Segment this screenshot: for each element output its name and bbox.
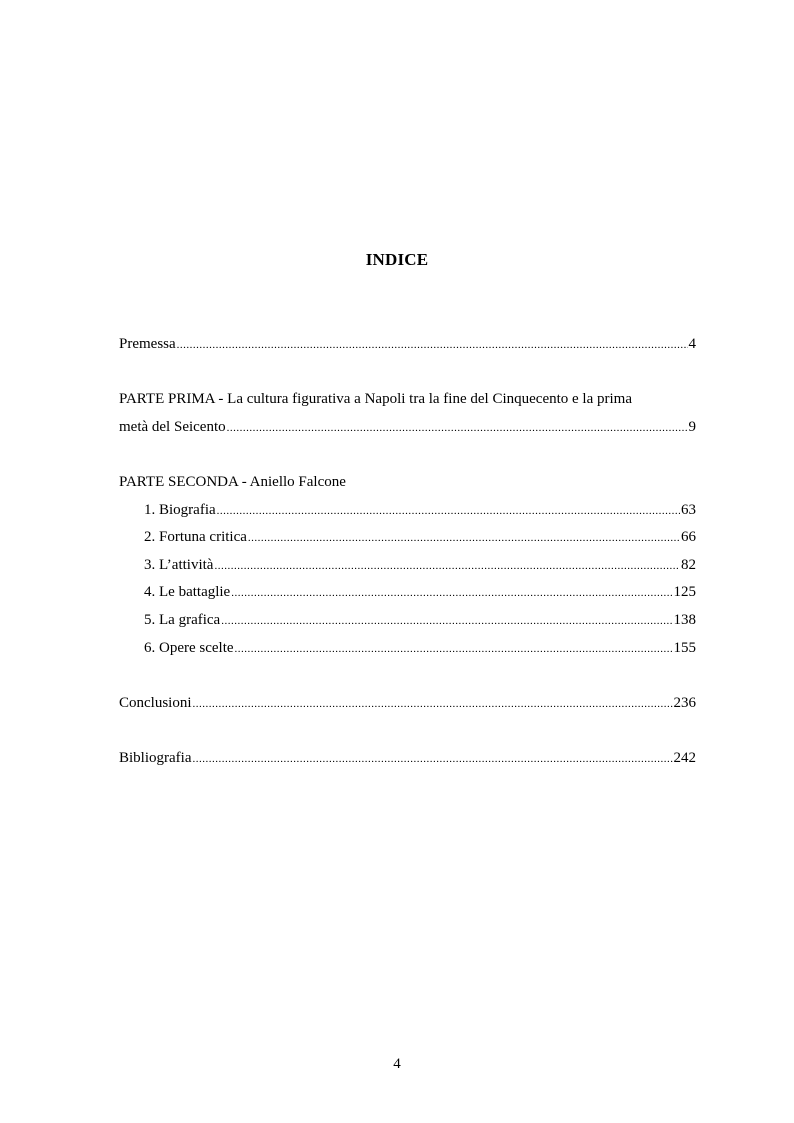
toc-entry-fortuna-critica[interactable] [144,529,696,549]
toc-entry-label: 5. La grafica [144,612,221,628]
toc-entry-premessa[interactable] [119,336,696,356]
dot-leader [235,643,673,655]
page-number: 4 [393,1056,401,1072]
toc-entry-page: 242 [673,750,696,766]
dot-leader [192,753,672,765]
toc-entry-conclusioni[interactable] [119,695,696,715]
dot-leader [221,615,672,627]
toc-entry-label: 6. Opere scelte [144,640,234,656]
toc-entry-page: 63 [681,502,696,518]
toc-entry-page: 155 [673,640,696,656]
toc-entry-label: 3. L’attività [144,557,214,573]
toc-entry-label: 4. Le battaglie [144,584,231,600]
toc-heading-parte-seconda[interactable]: PARTE SECONDA - Aniello Falcone [119,474,346,490]
toc-entry-label: Bibliografia [119,750,192,766]
dot-leader [177,339,688,351]
toc-entry-biografia[interactable] [144,502,696,522]
toc-entry-page: 4 [688,336,696,352]
toc-entry-page: 236 [673,695,696,711]
dot-leader [231,587,672,599]
toc-entry-bibliografia[interactable] [119,750,696,770]
toc-entry-page: 66 [681,529,696,545]
toc-title: INDICE [365,250,429,269]
toc-entry-battaglie[interactable] [144,584,696,604]
toc-entry-page: 125 [673,584,696,600]
dot-leader [214,560,680,572]
toc-entry-label: Conclusioni [119,695,192,711]
toc-entry-label: metà del Seicento [119,419,226,435]
toc-entry-label: Premessa [119,336,176,352]
toc-entry-page: 9 [688,419,696,435]
dot-leader [193,698,673,710]
dot-leader [248,532,680,544]
dot-leader [217,505,680,517]
toc-entry-label: 1. Biografia [144,502,216,518]
toc-entry-grafica[interactable] [144,612,696,632]
toc-entry-parte-prima-line1[interactable]: PARTE PRIMA - La cultura figurativa a Napoli tra la fine del Cinquecento e la prima [119,391,632,407]
toc-entry-parte-prima[interactable] [119,419,696,439]
toc-entry-page: 82 [681,557,696,573]
toc-entry-page: 138 [673,612,696,628]
toc-entry-opere-scelte[interactable] [144,640,696,660]
toc-entry-attivita[interactable] [144,557,696,577]
dot-leader [227,422,688,434]
toc-entry-label: 2. Fortuna critica [144,529,247,545]
